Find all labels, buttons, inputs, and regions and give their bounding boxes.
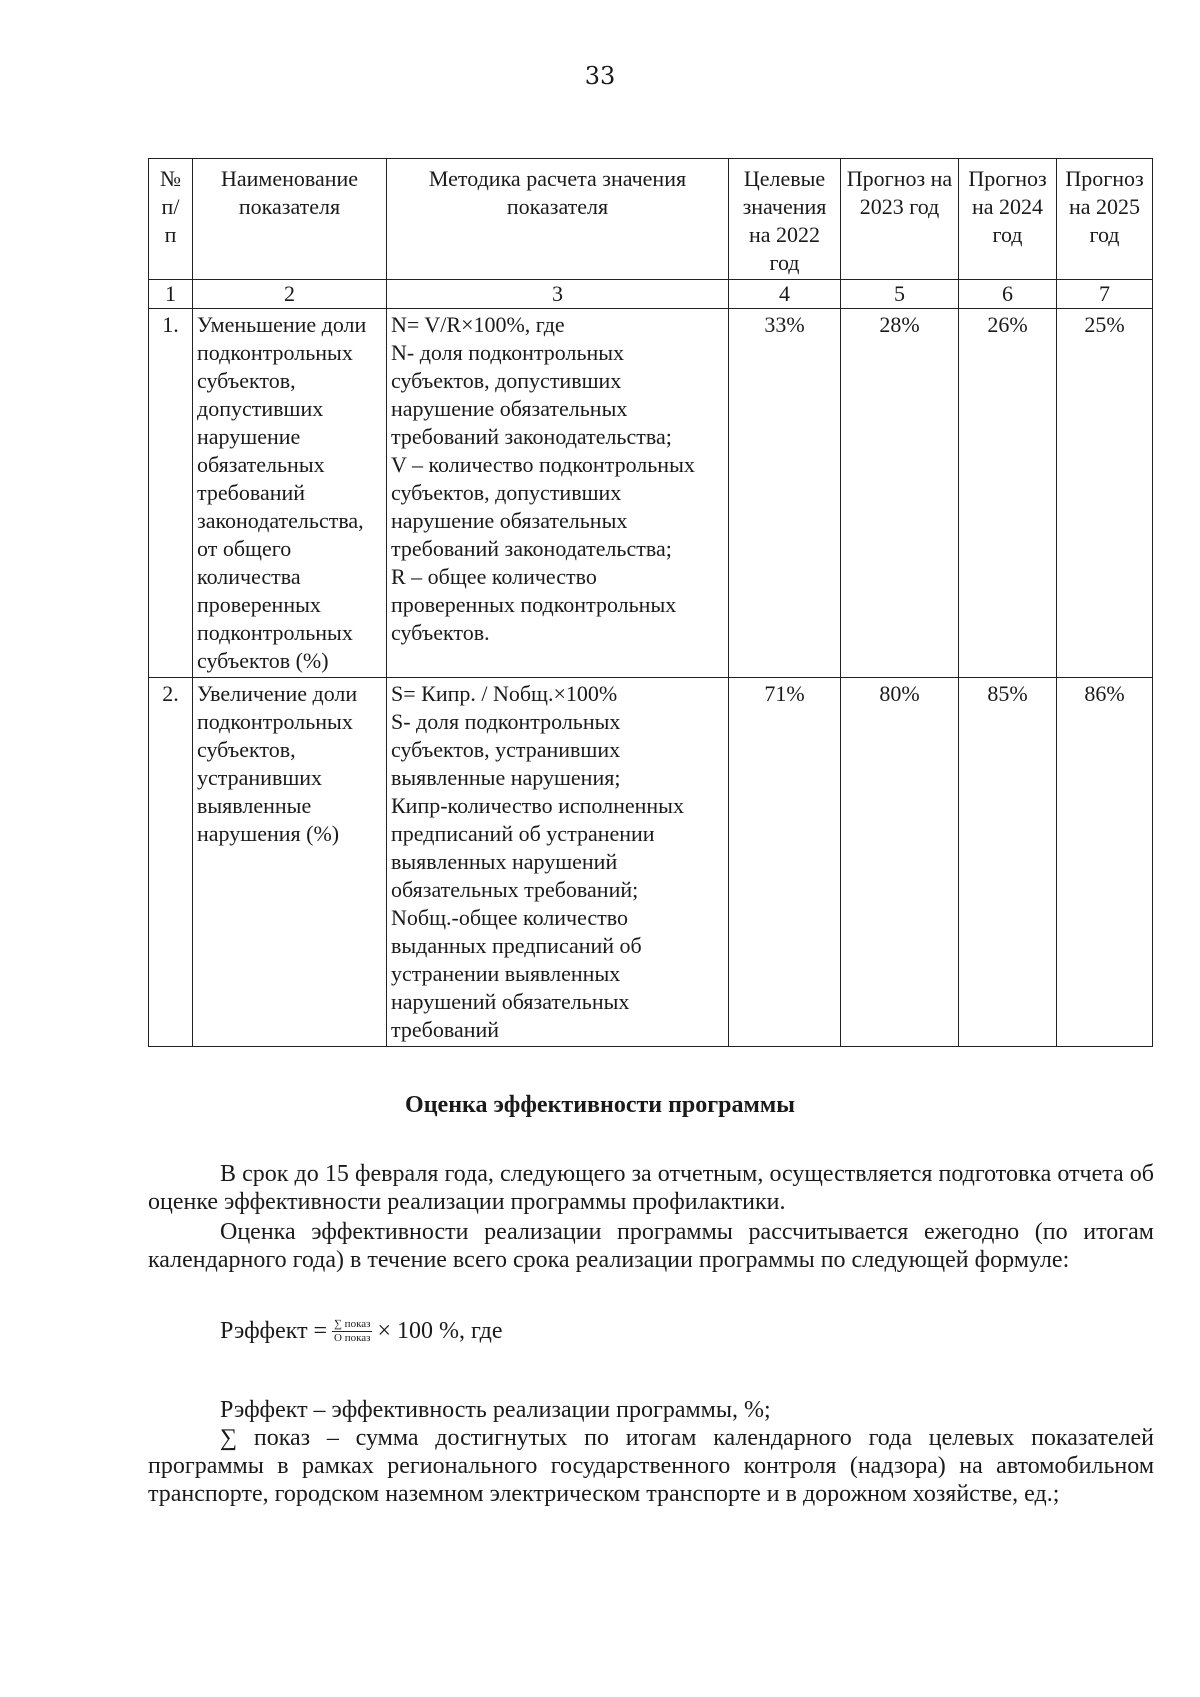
method-line: Кипр-количество исполненных предписаний об устранении выявленных нарушений обязательных требований; xyxy=(391,793,684,902)
section-title: Оценка эффективности программы xyxy=(405,1092,795,1118)
forecast-2023: 28% xyxy=(841,309,959,678)
column-number: 1 xyxy=(149,280,193,309)
header-target-2022: Целевые значения на 2022 год xyxy=(729,159,841,280)
method-line: S= Кипр. / Nобщ.×100% xyxy=(391,681,618,706)
method-line: V – количество подконтрольных субъектов, допустивших нарушение обязательных требований законодательства; xyxy=(391,452,695,561)
table-header-row xyxy=(149,159,1153,280)
method-line: R – общее количество проверенных подконтрольных субъектов. xyxy=(391,564,677,645)
paragraph: В срок до 15 февраля года, следующего за отчетным, осуществляется подготовка отчета об оценке эффективности реализации программы профилактики. xyxy=(148,1161,1154,1215)
page-number: 33 xyxy=(584,62,616,90)
definition: Рэффект – эффективность реализации программы, %; xyxy=(220,1397,771,1423)
column-number: 7 xyxy=(1057,280,1153,309)
indicator-name: Уменьшение доли подконтрольных субъектов, допустивших нарушение обязательных требований законодательства, от общего количества проверенных подконтрольных субъектов (%) xyxy=(193,309,387,678)
definition: ∑ показ – сумма достигнутых по итогам календарного года целевых показателей программы в рамках регионального государственного контроля (надзора) на автомобильном транспорте, городском наземном электрическом транспорте и в дорожном хозяйстве, ед.; xyxy=(148,1425,1154,1507)
target-2022: 33% xyxy=(729,309,841,678)
header-method: Методика расчета значения показателя xyxy=(387,159,729,280)
forecast-2023: 80% xyxy=(841,678,959,1047)
method-cell xyxy=(387,309,729,678)
formula-numerator: ∑ показ xyxy=(334,1318,371,1330)
efficiency-formula xyxy=(220,1318,503,1345)
target-2022: 71% xyxy=(729,678,841,1047)
header-forecast-2025: Прогноз на 2025 год xyxy=(1057,159,1153,280)
row-number: 1. xyxy=(149,309,193,678)
header-forecast-2023: Прогноз на 2023 год xyxy=(841,159,959,280)
header-indicator-name: Наименование показателя xyxy=(193,159,387,280)
column-number: 6 xyxy=(959,280,1057,309)
method-cell xyxy=(387,678,729,1047)
forecast-2025: 25% xyxy=(1057,309,1153,678)
column-number: 3 xyxy=(387,280,729,309)
paragraph: Оценка эффективности реализации программы рассчитывается ежегодно (по итогам календарного года) в течение всего срока реализации программы по следующей формуле: xyxy=(148,1219,1154,1273)
header-forecast-2024: Прогноз на 2024 год xyxy=(959,159,1057,280)
method-line: N= V/R×100%, где xyxy=(391,312,565,337)
formula-left: Рэффект = xyxy=(220,1318,328,1344)
table-row xyxy=(149,678,1153,1047)
table-row xyxy=(149,309,1153,678)
header-number: № п/ п xyxy=(149,159,193,280)
column-number-row xyxy=(149,280,1153,309)
forecast-2024: 26% xyxy=(959,309,1057,678)
method-line: Nобщ.-общее количество выданных предписаний об устранении выявленных нарушений обязательных требований xyxy=(391,905,642,1042)
column-number: 5 xyxy=(841,280,959,309)
indicators-table xyxy=(148,158,1153,1047)
formula-denominator: О показ xyxy=(334,1332,371,1344)
row-number: 2. xyxy=(149,678,193,1047)
forecast-2025: 86% xyxy=(1057,678,1153,1047)
formula-right: × 100 %, где xyxy=(377,1318,503,1344)
column-number: 2 xyxy=(193,280,387,309)
column-number: 4 xyxy=(729,280,841,309)
forecast-2024: 85% xyxy=(959,678,1057,1047)
formula-fraction xyxy=(332,1318,372,1345)
method-line: N- доля подконтрольных субъектов, допустивших нарушение обязательных требований законодательства; xyxy=(391,340,672,449)
method-line: S- доля подконтрольных субъектов, устранивших выявленные нарушения; xyxy=(391,709,621,790)
indicator-name: Увеличение доли подконтрольных субъектов, устранивших выявленные нарушения (%) xyxy=(193,678,387,1047)
